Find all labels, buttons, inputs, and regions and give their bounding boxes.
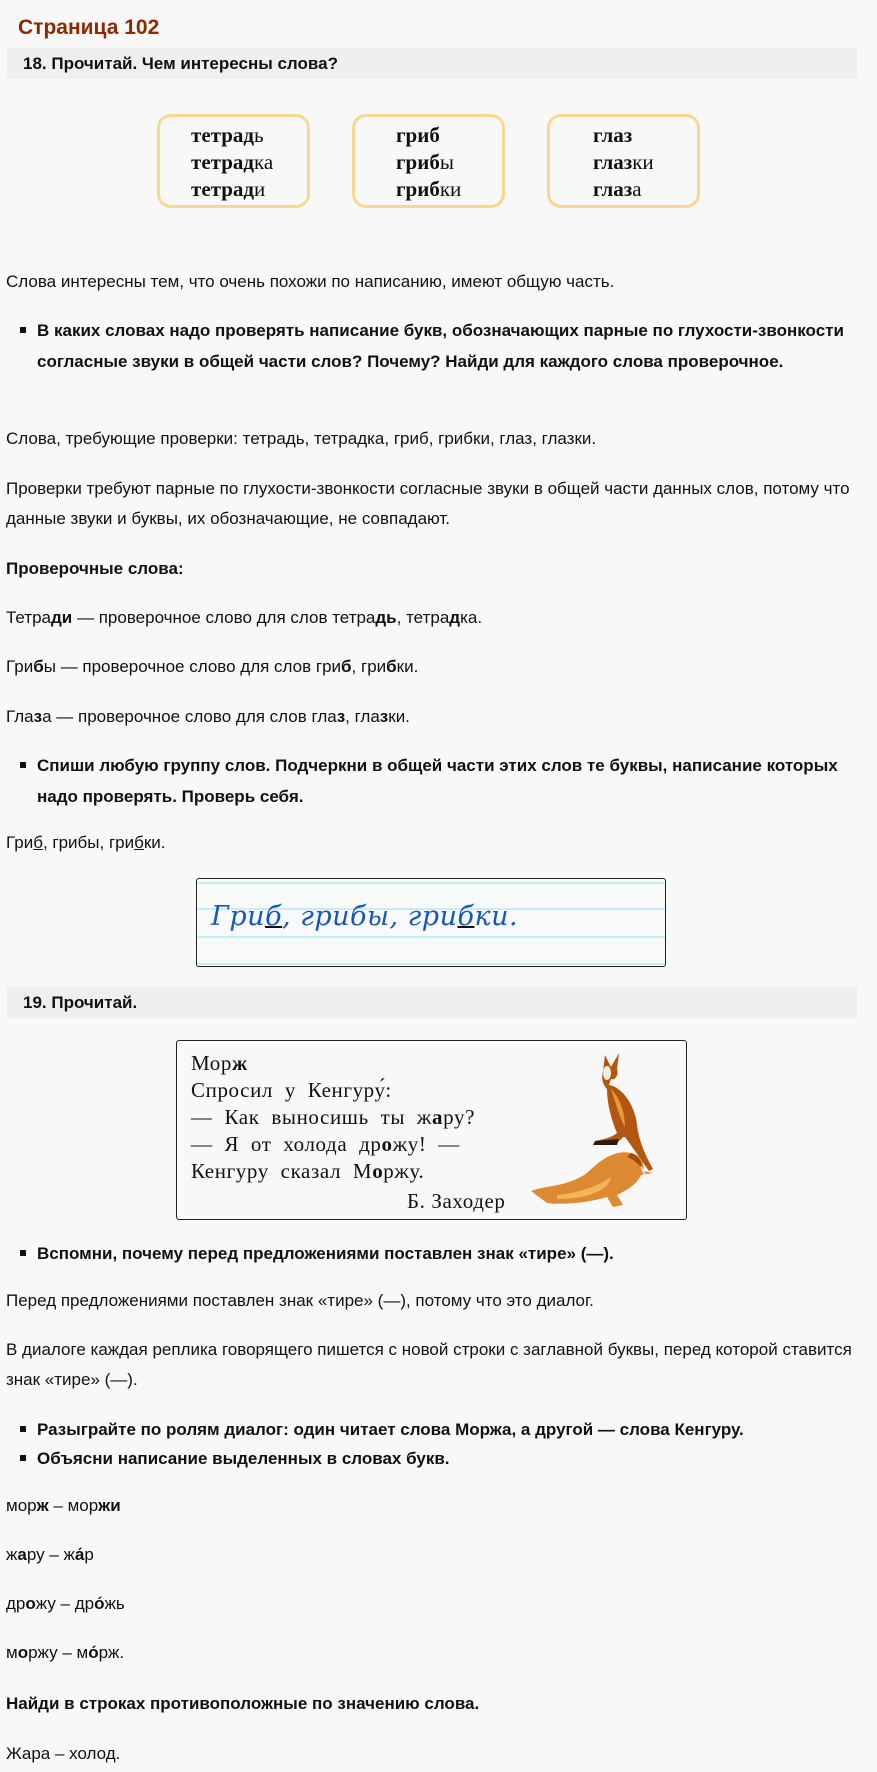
poem-author: Б. Заходер [407,1189,506,1213]
answer-text: Слова, требующие проверки: тетрадь, тетрадка, гриб, грибки, глаз, глазки. [6,429,597,448]
ruled-line [197,882,665,884]
explanation-line: дрожу – дро́жь [6,1594,125,1613]
task-19-header [7,987,857,1018]
word-group-glaz [547,114,700,208]
bullet-icon [20,1250,26,1256]
question-item: Спиши любую группу слов. Подчеркни в общей части этих слов те буквы, написание которых надо проверять. Проверь себя. [37,750,863,812]
word: тетрадка [191,150,274,174]
question-heading: Найди в строках противоположные по значению слова. [6,1694,480,1713]
question-item: Объясни написание выделенных в словах букв. [37,1443,863,1474]
bullet-icon [20,327,26,333]
ruled-line [197,963,665,965]
task-19-title: 19. Прочитай. [23,993,138,1012]
word: глаз [593,123,633,147]
check-word-line: Грибы — проверочное слово для слов гриб, грибки. [6,657,419,676]
word: глаза [593,177,642,201]
poem-line: — Как выносишь ты жару? [191,1105,476,1129]
question-item: В каких словах надо проверять написание букв, обозначающих парные по глухости-звонкости согласные звуки в общей части слов? Почему? Найди для каждого слова проверочное. [37,315,863,377]
word: тетрадь [191,123,264,147]
explanation-line: моржу – мо́рж. [6,1643,125,1662]
word: грибки [396,177,462,201]
poem-line: — Я от холода дрожу! — [191,1132,460,1156]
poem-line: Кенгуру сказал Моржу. [191,1159,425,1183]
question-item: Разыграйте по ролям диалог: один читает слова Моржа, а другой — слова Кенгуру. [37,1414,863,1445]
word: тетради [191,177,266,201]
explanation-line: морж – моржи [6,1496,121,1515]
task-18-title: 18. Прочитай. Чем интересны слова? [23,54,338,73]
word: грибы [396,150,454,174]
word: глазки [593,150,654,174]
kangaroo-walrus-illustration [527,1045,682,1217]
poem-text [191,1050,475,1185]
handwritten-text: Гриб, грибы, грибки. [211,901,519,932]
poem-title: Морж [191,1051,248,1075]
answer-text: Слова интересны тем, что очень похожи по написанию, имеют общую часть. [6,272,615,291]
walrus-icon [531,1152,653,1207]
word: гриб [396,123,440,147]
bullet-icon [20,762,26,768]
section-heading: Проверочные слова: [6,559,184,578]
explanation-line: жару – жа́р [6,1545,94,1564]
bullet-icon [20,1426,26,1432]
page-title: Страница 102 [18,16,160,39]
answer-text: Гриб, грибы, грибки. [6,833,166,852]
answer-text: Жара – холод. [6,1744,121,1763]
answer-text: Проверки требуют парные по глухости-звонкости согласные звуки в общей части данных слов, потому что данные звуки и буквы, их обозначающие, не совпадают. [6,479,850,528]
poem-line: Спросил у Кенгуру́: [191,1078,392,1102]
poem-box [176,1040,687,1220]
bullet-icon [20,1455,26,1461]
question-item: Вспомни, почему перед предложениями поставлен знак «тире» (—). [37,1238,863,1269]
task-18-header [7,48,857,79]
check-word-line: Глаза — проверочное слово для слов глаз, глазки. [6,707,410,726]
word-group-grib [352,114,505,208]
word-group-tetrad [157,114,310,208]
answer-text: В диалоге каждая реплика говорящего пишется с новой строки с заглавной буквы, перед которой ставится знак «тире» (—). [6,1340,852,1389]
check-word-line: Тетради — проверочное слово для слов тетрадь, тетрадка. [6,608,483,627]
ruled-line [197,936,665,938]
answer-text: Перед предложениями поставлен знак «тире» (—), потому что это диалог. [6,1291,594,1310]
handwriting-sample [196,878,666,967]
